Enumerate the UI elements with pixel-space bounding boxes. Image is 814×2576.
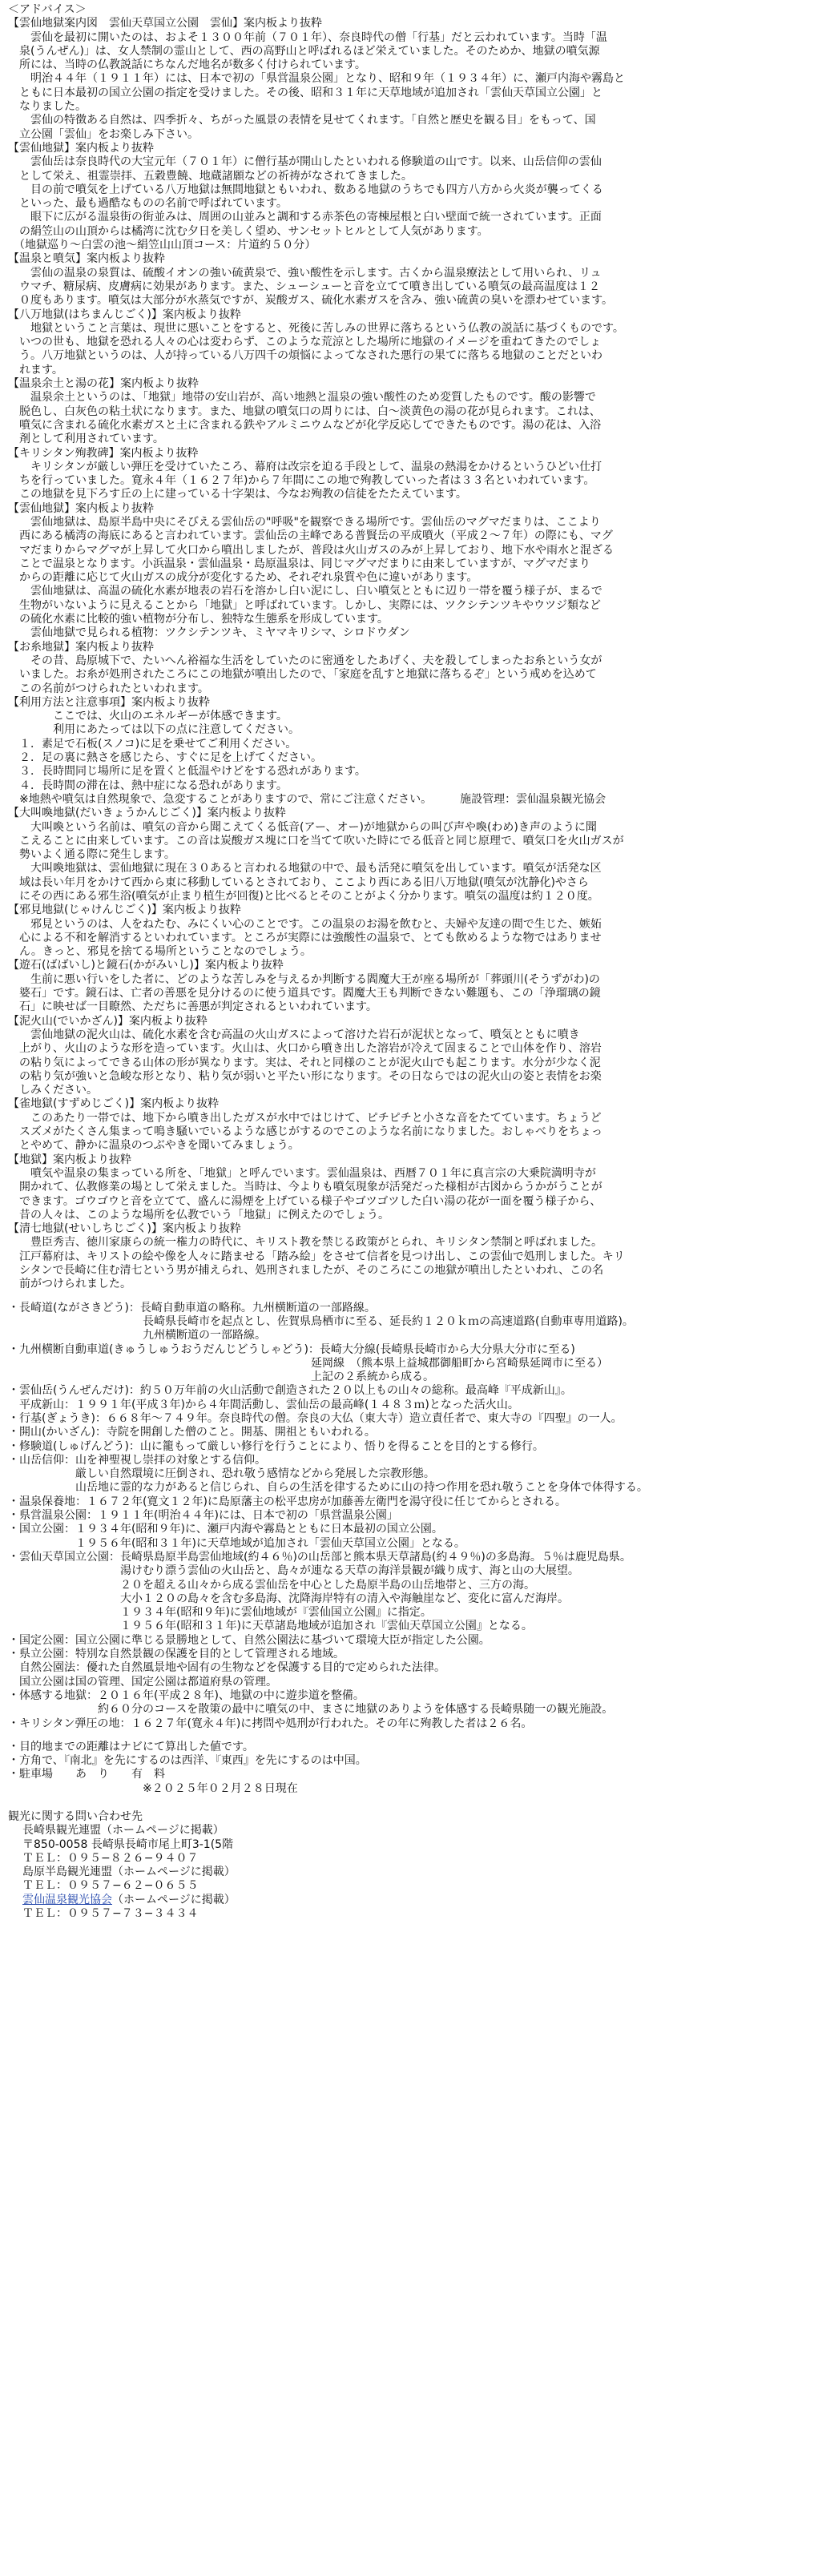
glossary-line: ・国定公園：国立公園に準じる景勝地として、自然公園法に基づいて環境大臣が指定した公園。: [8, 1633, 490, 1647]
advice-line: 生前に悪い行いをした者に、どのような苦しみを与えるか判断する閻魔大王が座る場所が「葬頭川(そうずがわ)の: [8, 972, 600, 986]
advice-line: 石」に映せば一目瞭然、ただちに善悪が判定されるといわれています。: [8, 1000, 377, 1014]
contact-org1-address: 〒850-0058 長崎県長崎市尾上町3-1(5階: [22, 1837, 234, 1851]
advice-line: 雲仙を最初に開いたのは、およそ１３００年前（７０１年）、奈良時代の僧「行基」だと云われています。当時「温: [8, 30, 607, 44]
glossary-section: [8, 1302, 806, 1731]
glossary-line: 湯けむり漂う雲仙の火山岳と、島々が連なる天草の海洋景観が織り成す、海と山の大展望。: [8, 1564, 579, 1578]
glossary-line: ・行基(ぎょうき)：６６８年〜７４９年。奈良時代の僧。奈良の大仏（東大寺）造立責任者で、東大寺の『四聖』の一人。: [8, 1411, 623, 1425]
advice-line: 生物がいないように見えることから「地獄」と呼ばれています。しかし、実際には、ツクシテンツキやウツジ類など: [8, 598, 602, 612]
contact-org3: [22, 1894, 806, 1907]
advice-line: マだまりからマグマが上昇して火口から噴出しましたが、普段は火山ガスのみが上昇しており、地下水や雨水と混ざる: [8, 543, 614, 557]
glossary-line: 厳しい自然環境に圧倒され、恐れ敬う感情などから発展した宗教形態。: [8, 1467, 435, 1481]
glossary-line: 平成新山：１９９１年(平成３年)から４年間活動し、雲仙岳の最高峰(１４８３ｍ)となった活火山。: [8, 1398, 519, 1411]
advice-line: 前がつけられました。: [8, 1278, 131, 1291]
section-gap: [8, 1292, 806, 1302]
advice-line: いました。お糸が処刑されたころにこの地獄が噴出したので、「家庭を乱すと地獄に落ちるぞ」という戒めを込めて: [8, 668, 597, 682]
advice-line: 【キリシタン殉教碑】案内板より抜粋: [8, 446, 199, 460]
advice-line: として栄え、祖霊崇拝、五穀豊饒、地蔵諸願などの祈祷がなされてきました。: [8, 169, 413, 183]
glossary-line: 九州横断道の一部路線。: [8, 1329, 266, 1342]
advice-line: 勢いよく通る際に発生します。: [8, 848, 175, 862]
advice-line: その昔、島原城下で、たいへん裕福な生活をしていたのに密通をしたあげく、夫を殺してしまったお糸という女が: [8, 654, 602, 667]
glossary-line: 大小１２０の島々を含む多島海、沈降海岸特有の清入や海触崖など、変化に富んだ海岸。: [8, 1592, 569, 1605]
advice-line: 【温泉余土と湯の花】案内板より抜粋: [8, 377, 199, 391]
advice-line: う。八万地獄というのは、人が持っている八万四千の煩悩によってなされた悪行の果てに落ちる地獄のことだといわ: [8, 349, 602, 363]
notes-section: [8, 1741, 806, 1796]
contact-org3-link[interactable]: 雲仙温泉観光協会: [22, 1893, 112, 1906]
advice-line: 剤として利用されています。: [8, 433, 164, 446]
glossary-line: 約６０分のコースを散策の最中に噴気の中、まさに地獄のありようを体感する長崎県随一の観光施設。: [8, 1703, 614, 1717]
glossary-line: 上記の２系統から成る。: [8, 1371, 434, 1384]
advice-line: ちを行っていました。寛永４年（１６２７年)から７年間にこの地で殉教していった者は３３名といわれています。: [8, 474, 595, 488]
glossary-line: ・九州横断自動車道(きゅうしゅうおうだんじどうしゃどう)：長崎大分線(長崎県長崎市から大分県大分市に至る): [8, 1342, 575, 1356]
advice-line: このあたり一帯では、地下から噴き出したガスが水中ではじけて、ピチピチと小さな音をたてています。ちょうど: [8, 1111, 602, 1125]
advice-line: の粘り気によってできる山体の形が異なります。実は、それと同様のことが泥火山でも起こります。水分が少なく泥: [8, 1056, 601, 1069]
glossary-line: １９５６年(昭和３１年)に天草地域が追加され「雲仙天草国立公園」となる。: [8, 1536, 465, 1550]
advice-line: 邪見というのは、人をねたむ、みにくい心のことです。この温泉のお湯を飲むと、夫婦や友達の間で生じた、嫉妬: [8, 917, 602, 931]
advice-line: ウマチ、糖尿病、皮膚病に効果があります。また、シューシューと音を立てて噴き出している噴気の最高温度は１２: [8, 280, 601, 293]
advice-line: 【泥火山(でいかざん)】案内板より抜粋: [8, 1014, 208, 1028]
advice-line: 【雲仙地獄】案内板より抜粋: [8, 141, 154, 155]
glossary-line: １９５６年(昭和３１年)に天草諸島地域が追加され『雲仙天草国立公園』となる。: [8, 1620, 533, 1633]
contact-org2-tel: ＴＥＬ：０９５７−６２−０６５５: [22, 1879, 199, 1893]
contact-org1-tel: ＴＥＬ：０９５−８２６−９４０７: [22, 1851, 199, 1865]
advice-line: 雲仙の特徴ある自然は、四季折々、ちがった風景の表情を見せてくれます。「自然と歴史を観る目」をもって、国: [8, 114, 596, 127]
advice-line: 利用にあたっては以下の点に注意してください。: [8, 723, 300, 737]
contact-org3-tel: ＴＥＬ：０９５７−７３−３４３４: [22, 1907, 199, 1921]
advice-line: からの距離に応じて火山ガスの成分が変化するため、それぞれ泉質や色に違いがあります。: [8, 571, 478, 585]
glossary-line: ・県営温泉公園：１９１１年(明治４４年)には、日本で初の「県営温泉公園」: [8, 1509, 398, 1523]
advice-line: 雲仙岳は奈良時代の大宝元年（７０１年）に僧行基が開山したといわれる修験道の山です。以来、山岳信仰の雲仙: [8, 155, 602, 169]
glossary-line: ・雲仙岳(うんぜんだけ)：約５０万年前の火山活動で創造された２０以上もの山々の総称。最高峰『平成新山』。: [8, 1384, 572, 1398]
advice-line: 明治４４年（１９１１年）には、日本で初の「県営温泉公園」となり、昭和９年（１９３４年）に、瀬戸内海や霧島と: [8, 72, 625, 86]
advice-line: ０度もあります。噴気は大部分が水蒸気ですが、炭酸ガス、硫化水素ガスを含み、強い硫黄の臭いを漂わせています。: [8, 294, 614, 308]
glossary-line: ・長崎道(ながさきどう)：長崎自動車道の略称。九州横断道の一部路線。: [8, 1301, 376, 1314]
section-gap: [8, 1796, 806, 1805]
advice-line: 泉(うんぜん)」は、女人禁制の霊山として、西の高野山と呼ばれるほど栄えていました。そのためか、地獄の噴気源: [8, 44, 600, 58]
advice-line: 【雲仙地獄】案内板より抜粋: [8, 501, 154, 515]
advice-line: ※地熱や噴気は自然現象で、急変することがありますので、常にご注意ください。 施設管理：雲仙温泉観光協会: [8, 792, 606, 806]
advice-line: １．素足で石板(スノコ)に足を乗せてご利用ください。: [8, 737, 297, 751]
advice-line: ここでは、火山のエネルギーが体感できます。: [8, 710, 288, 723]
advice-line: 【地獄】案内板より抜粋: [8, 1153, 131, 1166]
glossary-line: ・雲仙天草国立公園：長崎県島原半島雲仙地域(約４６％)の山岳部と熊本県天草諸島(約４９％)の多島海。５％は鹿児島県。: [8, 1550, 631, 1564]
advice-line: 立公園「雲仙」をお楽しみ下さい。: [8, 127, 199, 141]
advice-line: 【清七地獄(せいしちじごく)】案内板より抜粋: [8, 1222, 241, 1236]
advice-line: 【利用方法と注意事項】案内板より抜粋: [8, 695, 210, 709]
glossary-line: ・体感する地獄：２０１６年(平成２８年)、地獄の中に遊歩道を整備。: [8, 1688, 365, 1702]
advice-line: 温泉余土というのは、「地獄」地帯の安山岩が、高い地熱と温泉の強い酸性のため変質したものです。酸の影響で: [8, 391, 596, 405]
advice-line: 昔の人々は、このような場所を仏教でいう「地獄」に例えたのでしょう。: [8, 1208, 389, 1222]
advice-line: しみください。: [8, 1084, 98, 1097]
glossary-line: ・国立公園：１９３４年(昭和９年)に、瀬戸内海や霧島とともに日本最初の国立公園。: [8, 1523, 443, 1536]
advice-line: ＜アドバイス＞: [8, 3, 87, 16]
advice-line: 目の前で噴気を上げている八万地獄は無間地獄ともいわれ、数ある地獄のうちでも四方八方から火炎が襲ってくる: [8, 183, 603, 196]
glossary-line: 国立公園は国の管理、国定公園は都道府県の管理。: [8, 1675, 277, 1688]
glossary-line: ・修験道(しゅげんどう)：山に籠もって厳しい修行を行うことにより、悟りを得ることを目的とする修行。: [8, 1439, 544, 1453]
advice-line: （地獄巡り〜白雲の池〜絹笠山山頂コース：片道約５０分）: [8, 239, 316, 252]
advice-section: [8, 3, 806, 1292]
document-body: [8, 3, 806, 1921]
glossary-line: ・温泉保養地：１６７２年(寛文１２年)に島原藩主の松平忠房が加藤善左衛門を湯守役に任じてからとされる。: [8, 1495, 566, 1508]
advice-line: 雲仙地獄は、島原半島中央にそびえる雲仙岳の"呼吸"を観察できる場所です。雲仙岳のマグマだまりは、ここより: [8, 515, 601, 529]
advice-line: 【温泉と噴気】案内板より抜粋: [8, 252, 165, 266]
advice-line: 【八万地獄(はちまんじごく)】案内板より抜粋: [8, 308, 241, 321]
advice-line: の絹笠山の山頂からは橘湾に沈む夕日を美しく望め、サンセットヒルとして人気があります。: [8, 224, 489, 238]
advice-line: 【邪見地獄(じゃけんじごく)】案内板より抜粋: [8, 904, 241, 917]
note-line: ・方角で、『南北』を先にするのは西洋、『東西』を先にするのは中国。: [8, 1754, 367, 1768]
advice-line: この地獄を見下ろす丘の上に建っている十字架は、今なお殉教の信徒をたたえています。: [8, 488, 467, 501]
advice-line: スズメがたくさん集まって鳴き騒いでいるような感じがするのでこのような名前になりました。おしゃべりをちょっ: [8, 1125, 602, 1139]
note-line: ・目的地までの距離はナビにて算出した値です。: [8, 1740, 254, 1753]
advice-line: ことで温泉となります。小浜温泉・雲仙温泉・島原温泉は、同じマグマだまりに由来していますが、マグマだまり: [8, 557, 590, 570]
advice-line: 婆石」です。鏡石は、亡者の善悪を見分けるのに使う道具です。閻魔大王も判断できない難題も、この「浄瑠璃の鏡: [8, 987, 601, 1000]
advice-line: 脱色し、白灰色の粘土状になります。また、地獄の噴気口の周りには、白〜淡黄色の湯の花が見られます。これは、: [8, 405, 601, 418]
advice-line: 江戸幕府は、キリストの絵や像を人々に踏ませる「踏み絵」をさせて信者を見つけ出し、この雲仙で処刑しました。キリ: [8, 1250, 625, 1263]
advice-line: なりました。: [8, 100, 87, 114]
glossary-line: 自然公園法：優れた自然風景地や固有の生物などを保護する目的で定められた法律。: [8, 1661, 445, 1675]
advice-line: 雲仙の温泉の泉質は、硫酸イオンの強い硫黄泉で、強い酸性を示します。古くから温泉療法として用いられ、リュ: [8, 266, 602, 280]
advice-line: 噴気に含まれる硫化水素ガスと土に含まれる鉄やアルミニウムなどが化学反応してできたものです。湯の花は、入浴: [8, 418, 602, 432]
section-gap: [8, 1731, 806, 1741]
contact-org3-suffix: （ホームページに掲載）: [112, 1893, 236, 1906]
advice-line: 西にある橘湾の海底にあると言われています。雲仙岳の主峰である普賢岳の平成噴火（平成２〜７年）の際にも、マグ: [8, 529, 613, 543]
advice-line: ４．長時間の滞在は、熱中症になる恐れがあります。: [8, 779, 288, 792]
advice-line: ん。きっと、邪見を捨てる場所ということなのでしょう。: [8, 945, 312, 959]
advice-line: 雲仙地獄で見られる植物：ツクシテンツキ、ミヤマキリシマ、シロドウダン: [8, 626, 410, 640]
advice-line: の硫化水素に比較的強い植物が分布し、独特な生態系を形成しています。: [8, 613, 389, 626]
advice-line: 所には、当時の仏教説話にちなんだ地名が数多く付けられています。: [8, 58, 366, 72]
advice-line: 【雀地獄(すずめじごく)】案内板より抜粋: [8, 1097, 220, 1111]
contact-section: [8, 1810, 806, 1921]
advice-line: れます。: [8, 363, 63, 376]
advice-line: 上がり、火山のような形を造っています。火山は、火口から噴き出した溶岩が冷えて固まることで山体を作り、溶岩: [8, 1042, 602, 1056]
glossary-line: １９３４年(昭和９年)に雲仙地域が『雲仙国立公園』に指定。: [8, 1606, 432, 1620]
glossary-line: 山岳地に霊的な力があると信じられ、自らの生活を律するために山の持つ作用を恐れ敬うことを身体で体得する。: [8, 1481, 648, 1495]
advice-line: 雲仙地獄は、高温の硫化水素が地表の岩石を溶かし白い泥にし、白い噴気とともに辺り一帯を覆う様子が、まるで: [8, 585, 602, 598]
glossary-line: ・県立公園：特別な自然景観の保護を目的として管理される地域。: [8, 1648, 345, 1661]
advice-line: 噴気や温泉の集まっている所を、「地獄」と呼んでいます。雲仙温泉は、西暦７０１年に真言宗の大乗院満明寺が: [8, 1166, 596, 1180]
advice-line: シタンで長崎に住む清七という男が捕えられ、処刑されましたが、そのころにこの地獄が噴出したといわれ、この名: [8, 1264, 604, 1278]
glossary-line: ・キリシタン弾圧の地：１６２７年(寛永４年)に拷問や処刑が行われた。その年に殉教した者は２６名。: [8, 1717, 533, 1730]
advice-line: いつの世も、地獄を恐れる人々の心は変わらず、このような荒涼とした場所に地獄のイメージを重ねてきたのでしょ: [8, 336, 602, 349]
advice-line: 【雲仙地獄案内図 雲仙天草国立公園 雲仙】案内板より抜粋: [8, 17, 322, 30]
advice-line: 大叫喚という名前は、噴気の音から聞こえてくる低音(アー、オー)が地獄からの叫び声や喚(わめ)き声のように聞: [8, 820, 597, 834]
advice-line: 【大叫喚地獄(だいきょうかんじごく)】案内板より抜粋: [8, 807, 286, 820]
advice-line: 域は長い年月をかけて西から東に移動しているとされており、ここより西にある旧八万地獄(噴気が沈静化)やさら: [8, 875, 589, 889]
glossary-line: ・山岳信仰：山を神聖視し崇拝の対象とする信仰。: [8, 1453, 266, 1467]
advice-line: 大叫喚地獄は、雲仙地獄に現在３０あると言われる地獄の中で、最も活発に噴気を出しています。噴気が活発な区: [8, 862, 602, 875]
contact-org1: 長崎県観光連盟（ホームページに掲載）: [22, 1824, 224, 1837]
advice-line: にその西にある邪生浴(噴気が止まり植生が回復)と比べるとそのことがよく分かります。噴気の温度は約１２０度。: [8, 890, 599, 903]
advice-line: 【お糸地獄】案内板より抜粋: [8, 640, 154, 654]
glossary-line: 延岡線 （熊本県上益城郡御船町から宮崎県延岡市に至る）: [8, 1356, 608, 1370]
advice-line: ２．足の裏に熱さを感じたら、すぐに足を上げてください。: [8, 751, 322, 765]
advice-line: できます。ゴウゴウと音を立てて、盛んに湯煙を上げている様子やゴツゴツした白い湯の花が一面を覆う様子から、: [8, 1194, 602, 1208]
advice-line: 地獄ということ言葉は、現世に悪いことをすると、死後に苦しみの世界に落ちるという仏教の説話に基づくものです。: [8, 321, 624, 335]
advice-line: キリシタンが厳しい弾圧を受けていたころ、幕府は改宗を迫る手段として、温泉の熱湯をかけるというひどい仕打: [8, 460, 602, 473]
contact-heading: 観光に関する問い合わせ先: [8, 1810, 143, 1823]
advice-line: 豊臣秀吉、徳川家康らの統一権力の時代に、キリスト教を禁じる政策がとられ、キリシタン禁制と呼ばれました。: [8, 1236, 602, 1250]
note-line: ・駐車場 あ り 有 料: [8, 1768, 165, 1781]
advice-line: 【遊石(ばばいし)と鏡石(かがみいし)】案内板より抜粋: [8, 959, 284, 972]
advice-line: 雲仙地獄の泥火山は、硫化水素を含む高温の火山ガスによって溶けた岩石が泥状となって、噴気とともに噴き: [8, 1028, 580, 1041]
advice-line: 開かれて、仏教修業の場として栄えました。当時は、今よりも噴気現象が活発だった様相が古図からうかがうことが: [8, 1181, 602, 1194]
glossary-line: 長崎県長崎市を起点とし、佐賀県鳥栖市に至る、延長約１２０ｋｍの高速道路(自動車専用道路)。: [8, 1314, 634, 1328]
advice-line: こえることに由来しています。この音は炭酸ガス塊に口を当てて吹いた時にでる低音と同じ原理で、噴気口を火山ガスが: [8, 834, 624, 847]
advice-line: といった、最も過酷なものの名前で呼ばれています。: [8, 197, 288, 211]
advice-line: この名前がつけられたといわれます。: [8, 682, 209, 695]
advice-line: 心による不和を解消するといわれています。ところが実際には強酸性の温泉で、とても飲めるような物ではありませ: [8, 931, 602, 944]
glossary-line: ・開山(かいざん)：寺院を開創した僧のこと。開基、開祖ともいわれる。: [8, 1426, 376, 1439]
advice-line: ３．長時間同じ場所に足を置くと低温やけどをする恐れがあります。: [8, 765, 366, 779]
advice-line: 眼下に広がる温泉街の街並みは、周囲の山並みと調和する赤茶色の寄棟屋根と白い壁面で統一されています。正面: [8, 211, 602, 224]
contact-org2: 島原半島観光連盟（ホームページに掲載）: [22, 1866, 236, 1879]
advice-line: とやめて、静かに温泉のつぶやきを聞いてみましょう。: [8, 1139, 300, 1153]
glossary-line: ２０を超える山々から成る雲仙岳を中心とした島原半島の山岳地帯と、三方の海。: [8, 1578, 535, 1592]
note-line: ※２０２５年０２月２８日現在: [8, 1781, 298, 1795]
advice-line: ともに日本最初の国立公園の指定を受けました。その後、昭和３１年に天草地域が追加され「雲仙天草国立公園」と: [8, 86, 602, 99]
advice-line: の粘り気が強いと急峻な形となり、粘り気が弱いと平たい形になります。その日ならではの泥火山の姿と表情をお楽: [8, 1069, 602, 1083]
